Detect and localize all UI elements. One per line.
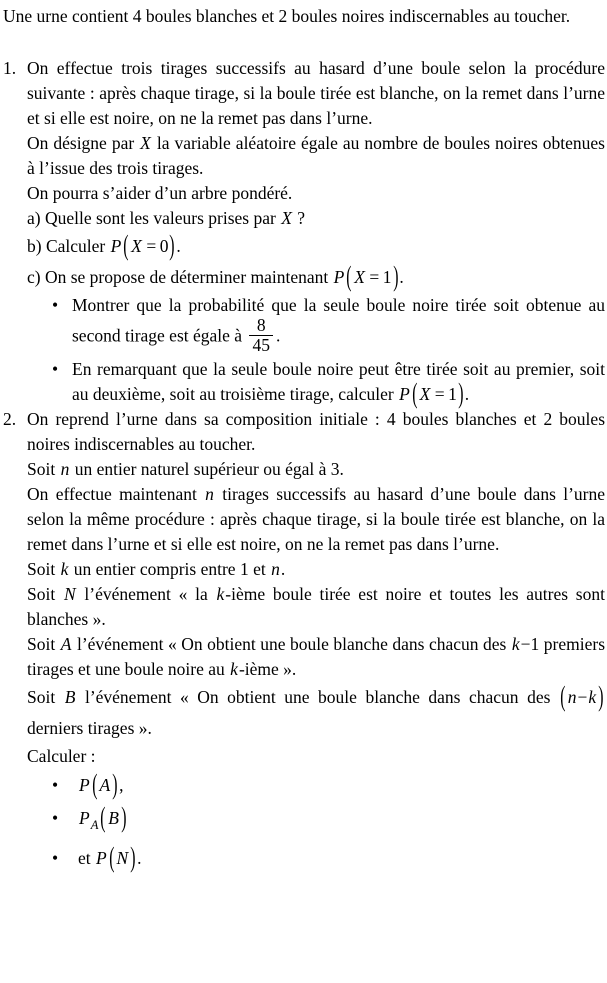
bullet-item	[27, 293, 605, 357]
bullet-text	[78, 802, 605, 842]
stretched-paren-glyph: )	[392, 259, 399, 292]
text-run: .	[137, 848, 142, 869]
text-run: Soit	[27, 687, 64, 707]
text-run: a) Quelle sont les valeurs prises par	[27, 208, 281, 228]
math-variable: N	[63, 584, 76, 604]
math-variable: A	[99, 775, 111, 795]
math-variable: P	[399, 384, 410, 404]
text-run: ,	[119, 775, 124, 795]
bullet-text	[78, 842, 605, 875]
text-run: .	[176, 236, 181, 256]
item-body	[27, 56, 605, 407]
text-run: .	[399, 267, 404, 287]
text-run: En remarquant que la seule boule noire peut être tirée soit au premier, soit au deuxième, soit au troisième tirage, calculer	[72, 359, 605, 404]
stretched-paren-glyph: )	[598, 679, 604, 712]
fraction	[249, 316, 273, 355]
text-run: la variable aléatoire égale au nombre de boules noires obtenues à l’issue des trois tirages.	[27, 133, 605, 178]
bullet-item	[27, 769, 605, 802]
math-variable: P	[110, 236, 122, 256]
text-run: −1 premiers tirages et une boule noire au	[27, 634, 605, 679]
math-variable: X	[131, 236, 142, 256]
math-variable: X	[281, 208, 292, 228]
math-variable: A	[60, 634, 72, 654]
text-run: Montrer que la probabilité que la seule boule noire tirée soit obtenue au second tirage est égale à	[72, 295, 605, 346]
math-variable: B	[108, 808, 119, 828]
text-run: -ième ».	[238, 659, 297, 679]
text-run: derniers tirages ».	[27, 718, 152, 738]
fraction-denominator: 45	[249, 335, 273, 355]
bullet-icon: •	[52, 295, 59, 315]
math-variable: k	[588, 687, 597, 707]
bullet-text	[78, 769, 605, 802]
paragraph	[27, 582, 605, 632]
text-run: Soit	[27, 559, 60, 579]
paragraph	[27, 131, 605, 181]
text-run: = 1	[365, 267, 392, 287]
text-run: Calculer :	[27, 746, 96, 766]
paragraph	[27, 228, 605, 262]
text-run: On effectue trois tirages successifs au hasard d’une boule selon la procédure suivante : après chaque tirage, si la boule tirée est blanche, on la remet dans l’urne et si elle est noire, on ne la remet pas dans l’urne.	[27, 58, 605, 128]
text-run: et	[78, 848, 96, 869]
stretched-paren-glyph: )	[130, 840, 136, 873]
math-variable: n	[205, 484, 214, 504]
paragraph	[27, 407, 605, 457]
paragraph	[27, 632, 605, 682]
bullet-icon: •	[52, 775, 59, 795]
math-variable: X	[354, 267, 365, 287]
text-run: l’événement « On obtient une boule blanche dans chacun des	[76, 687, 559, 707]
math-variable: X	[140, 133, 151, 153]
math-variable: n	[567, 687, 577, 707]
paragraph	[27, 56, 605, 131]
paragraph	[27, 206, 605, 231]
bullet-item	[27, 357, 605, 407]
stretched-paren-glyph: (	[560, 679, 566, 712]
text-run: .	[280, 559, 286, 579]
text-run: un entier naturel supérieur ou égal à 3.	[70, 459, 344, 479]
text-run: l’événement « On obtient une boule blanche dans chacun des	[72, 634, 511, 654]
math-variable: k	[511, 634, 520, 654]
paragraph	[27, 259, 605, 293]
stretched-paren-glyph: (	[100, 800, 106, 833]
paragraph	[27, 679, 605, 744]
stretched-paren-glyph: (	[109, 840, 115, 873]
exercise-item	[3, 407, 605, 875]
math-subscript: A	[90, 818, 99, 833]
text-run: Soit	[27, 584, 63, 604]
text-run: Soit	[27, 459, 60, 479]
paragraph	[27, 457, 605, 482]
stretched-paren-glyph: )	[169, 228, 176, 261]
math-variable: k	[230, 659, 238, 679]
math-variable: n	[60, 459, 70, 479]
bullet-item	[27, 842, 605, 875]
stretched-paren-glyph: (	[346, 259, 352, 292]
stretched-paren-glyph: (	[91, 767, 98, 800]
bullet-icon: •	[52, 848, 59, 869]
stretched-paren-glyph: )	[121, 800, 127, 833]
text-run: un entier compris entre 1 et	[69, 559, 271, 579]
bullet-text	[72, 293, 605, 357]
text-run: b) Calculer	[27, 236, 110, 256]
fraction-numerator: 8	[256, 315, 266, 335]
paragraph	[27, 557, 605, 582]
text-run: −	[577, 687, 588, 707]
stretched-paren-glyph: )	[458, 376, 464, 409]
math-variable: P	[79, 808, 90, 828]
intro-paragraph	[3, 4, 605, 29]
math-variable: B	[64, 687, 76, 707]
item-body	[27, 407, 605, 875]
math-variable: P	[96, 848, 107, 869]
math-variable: k	[216, 584, 225, 604]
text-run: -ième boule tirée est noire et toutes les autres sont blanches ».	[27, 584, 605, 629]
text-run: ?	[292, 208, 306, 228]
text-run: c) On se propose de déterminer maintenant	[27, 267, 333, 287]
bullet-icon: •	[52, 359, 59, 379]
math-variable: N	[116, 848, 129, 869]
item-number: 1.	[3, 58, 17, 78]
stretched-paren-glyph: (	[412, 376, 418, 409]
text-run: On reprend l’urne dans sa composition initiale : 4 boules blanches et 2 boules noires indiscernables au toucher.	[27, 409, 605, 454]
item-number: 2.	[3, 409, 17, 429]
paragraph	[27, 181, 605, 206]
paragraph	[27, 482, 605, 557]
math-variable: P	[79, 775, 90, 795]
math-variable: X	[419, 384, 431, 404]
text-run: = 1	[431, 384, 457, 404]
math-variable: k	[60, 559, 69, 579]
text-run: Soit	[27, 634, 60, 654]
text-run: On pourra s’aider d’un arbre pondéré.	[27, 183, 293, 203]
text-run: .	[275, 325, 281, 346]
text-run: .	[464, 384, 470, 404]
text-run: l’événement « la	[76, 584, 216, 604]
bullet-text	[72, 357, 605, 407]
text-run: Une urne contient 4 boules blanches et 2 boules noires indiscernables au toucher.	[3, 6, 571, 26]
text-run: On désigne par	[27, 133, 140, 153]
stretched-paren-glyph: )	[112, 767, 118, 800]
stretched-paren-glyph: (	[123, 228, 129, 261]
math-variable: P	[333, 267, 345, 287]
exercise-item	[3, 56, 605, 407]
text-run: = 0	[142, 236, 169, 256]
text-run: On effectue maintenant	[27, 484, 205, 504]
bullet-icon: •	[52, 808, 59, 828]
text-run: tirages successifs au hasard d’une boule dans l’urne selon la même procédure : après chaque tirage, si la boule tirée est blanche, on la remet dans l’urne et si elle est noire, on ne la remet pas dans l’urne.	[27, 484, 605, 554]
math-variable: n	[271, 559, 280, 579]
